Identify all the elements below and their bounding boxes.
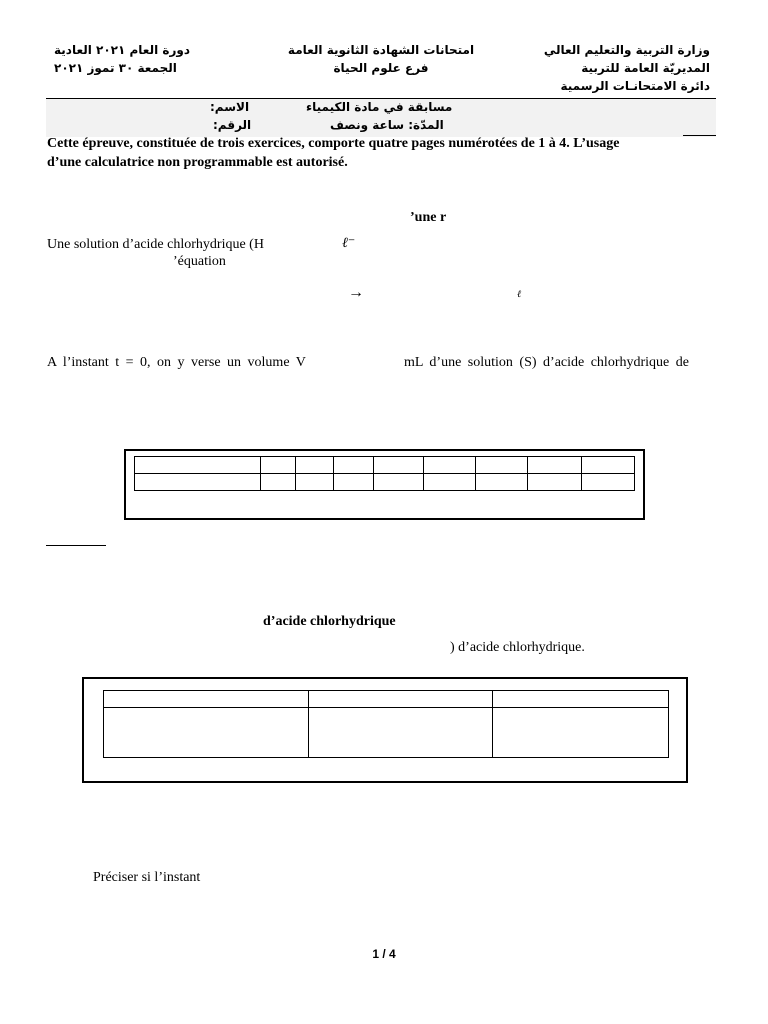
ministry-line2: المديريّة العامة للتربية: [581, 61, 710, 75]
table1: [134, 456, 635, 491]
paragraph1-start: Une solution d’acide chlorhydrique (H: [47, 237, 264, 252]
table1-cell: [261, 474, 296, 491]
table1-cell: [334, 457, 374, 474]
ministry-line3: دائرة الامتحانـات الرسمية: [560, 79, 710, 93]
exam-line1: امتحانات الشهادة الثانوية العامة: [287, 43, 475, 57]
table1-cell: [334, 474, 374, 491]
table2-cell: [493, 708, 669, 758]
question-text: Préciser si l’instant: [93, 870, 201, 885]
table2-header-row: [104, 691, 669, 708]
part-heading: d’acide chlorhydrique: [263, 614, 396, 629]
ministry-line1: وزارة التربية والتعليم العالي: [543, 43, 710, 57]
table1-cell: [261, 457, 296, 474]
table1-cell: [135, 474, 261, 491]
table1-cell: [135, 457, 261, 474]
table1-cell: [296, 474, 334, 491]
table1-cell: [582, 474, 635, 491]
instant-sentence-start: A l’instant t = 0, on y verse un volume V: [47, 355, 306, 370]
table1-cell: [374, 474, 424, 491]
exam-duration: المدّة: ساعة ونصف: [330, 118, 444, 132]
table1-cell: [424, 457, 476, 474]
chloride-symbol: ℓ⁻: [342, 236, 356, 251]
intro-line1: Cette épreuve, constituée de trois exercices, comporte quatre pages numérotées de 1 à 4. L’usage: [47, 136, 620, 151]
name-label: الاسم:: [210, 100, 250, 114]
page-number: 1 / 4: [372, 947, 396, 961]
session-line1: دورة العام ٢٠٢١ العادية: [54, 43, 190, 57]
liquid-state-symbol: ℓ: [517, 289, 522, 300]
paragraph1-line2: ’équation: [173, 254, 226, 269]
header-rule: [683, 135, 716, 136]
table1-row: [135, 457, 635, 474]
table1-cell: [582, 457, 635, 474]
reaction-arrow: →: [348, 284, 364, 301]
number-label: الرقم:: [213, 118, 252, 132]
part-text: ) d’acide chlorhydrique.: [450, 640, 585, 655]
subject-title: مسابقة في مادة الكيمياء: [306, 100, 453, 114]
table1-cell: [424, 474, 476, 491]
table2-cell: [309, 708, 493, 758]
table1-cell: [528, 457, 582, 474]
table1-row: [135, 474, 635, 491]
table1-cell: [528, 474, 582, 491]
table2-cell: [104, 708, 309, 758]
instant-sentence-end: mL d’une solution (S) d’acide chlorhydrique de: [404, 355, 689, 370]
exam-branch: فرع علوم الحياة: [333, 61, 429, 75]
intro-line2: d’une calculatrice non programmable est autorisé.: [47, 155, 348, 170]
table1-cell: [476, 457, 528, 474]
exercise-heading: ’une r: [410, 210, 447, 225]
section-rule: [46, 545, 106, 546]
session-date: الجمعة ٣٠ تموز ٢٠٢١: [54, 61, 177, 75]
table2: [103, 690, 669, 758]
table1-cell: [296, 457, 334, 474]
table2-header-cell: [104, 691, 309, 708]
table2-header-cell: [309, 691, 493, 708]
table2-row: [104, 708, 669, 758]
table1-cell: [374, 457, 424, 474]
table1-cell: [476, 474, 528, 491]
table2-header-cell: [493, 691, 669, 708]
